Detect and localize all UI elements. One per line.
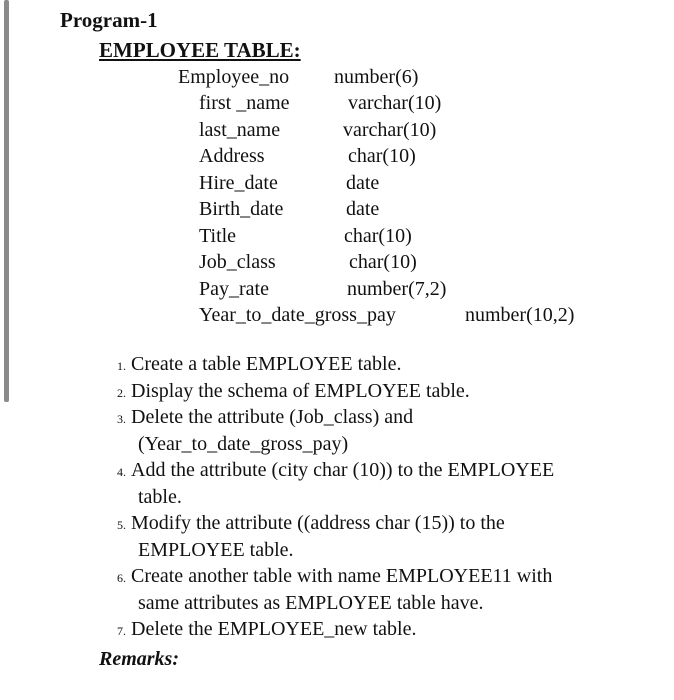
task-number: 3.	[117, 412, 126, 426]
task-number: 1.	[117, 359, 126, 373]
task-item	[117, 563, 554, 590]
field-name: Year_to_date_gross_pay	[199, 304, 396, 326]
task-text: Modify the attribute ((address char (15)) to the	[131, 512, 505, 534]
remarks-label: Remarks:	[99, 648, 179, 670]
table-title: EMPLOYEE TABLE:	[99, 38, 301, 62]
task-text: Add the attribute (city char (10)) to the EMPLOYEE	[131, 459, 555, 481]
field-name: Pay_rate	[199, 278, 269, 300]
field-type: char(10)	[348, 145, 416, 167]
task-text: Create a table EMPLOYEE table.	[131, 353, 402, 375]
task-text-continued: same attributes as EMPLOYEE table have.	[138, 591, 484, 614]
task-text: Delete the attribute (Job_class) and	[131, 406, 414, 428]
field-name: Birth_date	[199, 198, 284, 220]
field-name: Address	[199, 145, 265, 167]
field-type: char(10)	[349, 251, 417, 273]
task-text-continued: (Year_to_date_gross_pay)	[138, 432, 349, 455]
field-type: number(7,2)	[347, 278, 447, 300]
field-type: number(10,2)	[465, 304, 575, 326]
task-number: 4.	[117, 465, 126, 479]
task-item	[117, 510, 554, 537]
field-type: date	[346, 172, 380, 194]
task-text-continued: EMPLOYEE table.	[138, 538, 294, 561]
task-text: Delete the EMPLOYEE_new table.	[131, 618, 417, 640]
scroll-indicator-bar	[4, 0, 9, 402]
task-item	[117, 351, 554, 378]
task-number: 6.	[117, 571, 126, 585]
field-type: varchar(10)	[343, 119, 437, 141]
task-number: 7.	[117, 624, 126, 638]
field-name: Hire_date	[199, 172, 278, 194]
field-type: varchar(10)	[348, 92, 442, 114]
task-text: Create another table with name EMPLOYEE11 with	[131, 565, 553, 587]
task-item	[117, 404, 554, 431]
task-number: 5.	[117, 518, 126, 532]
program-title: Program-1	[60, 8, 158, 32]
field-name: last_name	[199, 119, 281, 141]
field-type: char(10)	[344, 225, 412, 247]
field-type: date	[346, 198, 380, 220]
task-list	[117, 351, 554, 643]
field-name: first _name	[199, 92, 290, 114]
field-name: Job_class	[199, 251, 276, 273]
field-name: Title	[199, 225, 237, 247]
task-item	[117, 378, 554, 405]
task-text-continued: table.	[138, 485, 182, 508]
field-type: number(6)	[334, 66, 419, 88]
field-name: Employee_no	[178, 66, 290, 88]
task-number: 2.	[117, 385, 126, 400]
task-item	[117, 616, 554, 643]
task-item	[117, 457, 554, 484]
task-text: Display the schema of EMPLOYEE table.	[131, 379, 470, 402]
